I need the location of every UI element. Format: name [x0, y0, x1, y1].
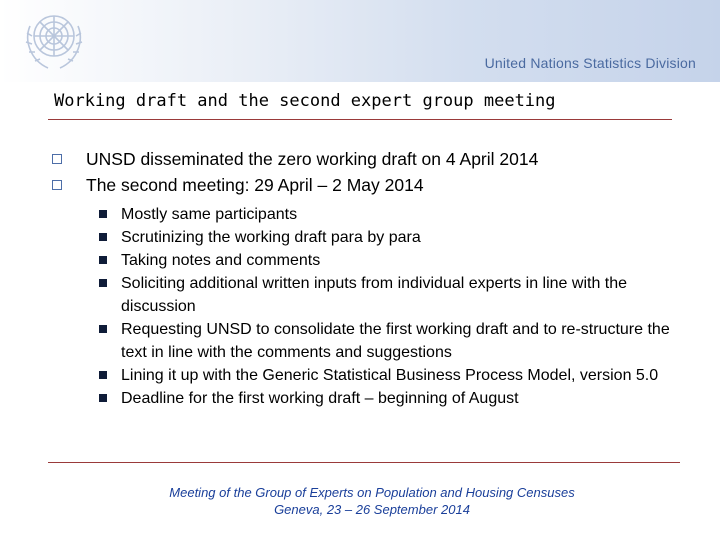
sub-bullet-list — [96, 203, 676, 410]
sub-bullet-text: Deadline for the first working draft – beginning of August — [121, 390, 519, 407]
slide-title: Working draft and the second expert group meeting — [54, 91, 556, 111]
bullet-text: UNSD disseminated the zero working draft on 4 April 2014 — [86, 149, 539, 169]
sub-bullet-item — [96, 387, 676, 410]
sub-bullet-text: Taking notes and comments — [121, 252, 321, 269]
filled-square-bullet-icon — [99, 210, 107, 218]
sub-bullet-text: Mostly same participants — [121, 206, 298, 223]
bullet-text: The second meeting: 29 April – 2 May 2014 — [86, 175, 424, 195]
title-divider — [48, 119, 672, 120]
main-bullet-list — [50, 146, 690, 198]
sub-bullet-item — [96, 203, 676, 226]
division-title: United Nations Statistics Division — [484, 55, 696, 71]
sub-bullet-item — [96, 249, 676, 272]
hollow-square-bullet-icon — [52, 180, 62, 190]
un-emblem-icon — [18, 6, 90, 78]
sub-bullet-text: Soliciting additional written inputs from individual experts in line with the discussion — [121, 275, 628, 315]
footer-location-dates: Geneva, 23 – 26 September 2014 — [274, 502, 470, 517]
sub-bullet-item — [96, 272, 676, 318]
footer-meeting-name: Meeting of the Group of Experts on Population and Housing Censuses — [169, 485, 575, 500]
filled-square-bullet-icon — [99, 256, 107, 264]
filled-square-bullet-icon — [99, 394, 107, 402]
main-bullet-item — [50, 172, 690, 198]
sub-bullet-item — [96, 318, 676, 364]
filled-square-bullet-icon — [99, 279, 107, 287]
filled-square-bullet-icon — [99, 325, 107, 333]
sub-bullet-text: Requesting UNSD to consolidate the first working draft and to re-structure the text in line with the comments and suggestions — [121, 321, 670, 361]
sub-bullet-text: Scrutinizing the working draft para by para — [121, 229, 421, 246]
sub-bullet-text: Lining it up with the Generic Statistical Business Process Model, version 5.0 — [121, 367, 659, 384]
filled-square-bullet-icon — [99, 371, 107, 379]
footer-divider — [48, 462, 680, 463]
footer — [0, 484, 720, 518]
filled-square-bullet-icon — [99, 233, 107, 241]
main-bullet-item — [50, 146, 690, 172]
sub-bullet-item — [96, 226, 676, 249]
hollow-square-bullet-icon — [52, 154, 62, 164]
sub-bullet-item — [96, 364, 676, 387]
